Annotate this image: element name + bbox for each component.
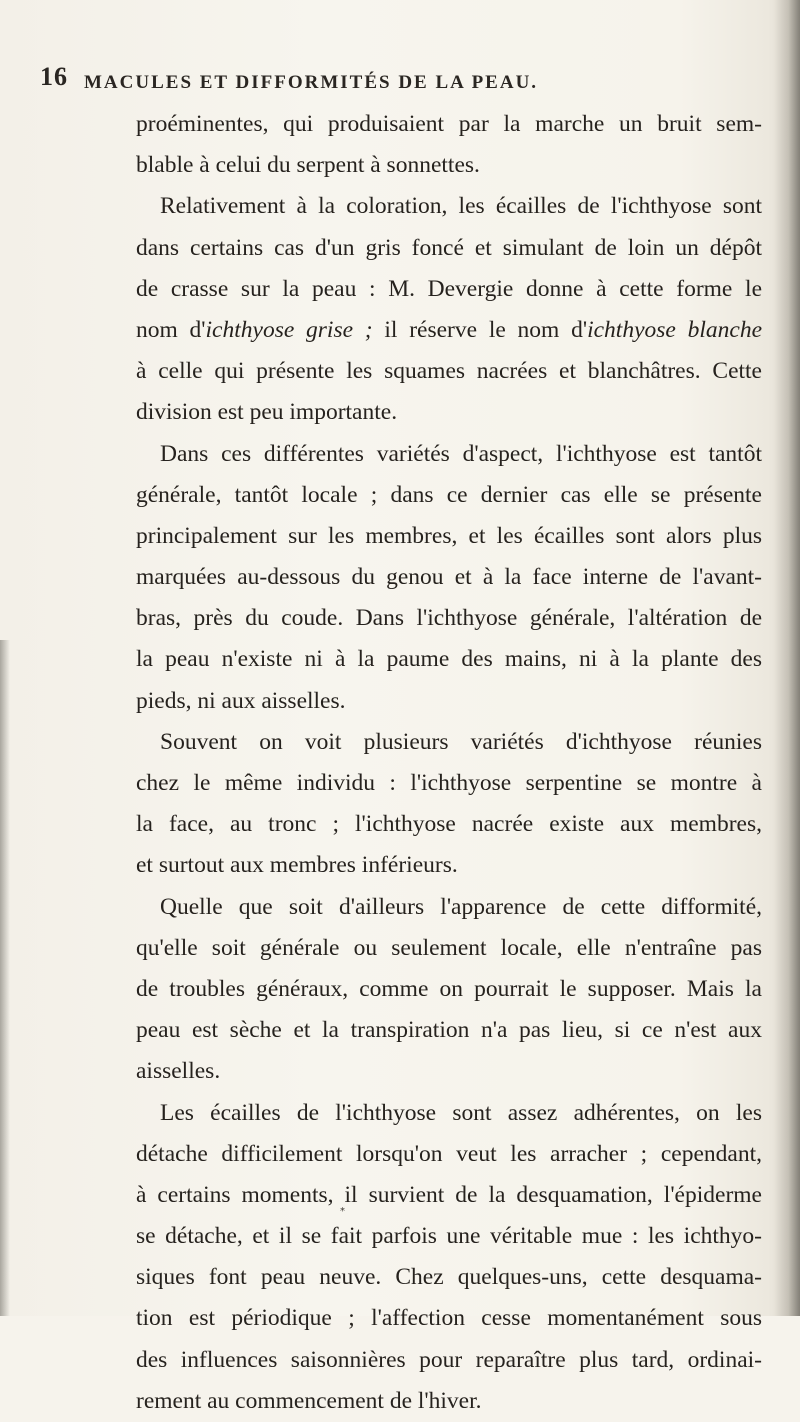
text-line: bras, près du coude. Dans l'ichthyose générale, l'altération de [136,605,762,632]
text-line: chez le même individu : l'ichthyose serpentine se montre à [136,770,762,796]
text-line: dans certains cas d'un gris foncé et simulant de loin un dépôt [136,234,762,261]
text-line: la face, au tronc ; l'ichthyose nacrée existe aux membres, [136,811,762,838]
italic-term: ichthyose grise ; [205,316,373,343]
text-line: Souvent on voit plusieurs variétés d'ichthyose réunies [160,728,762,755]
text-line: et surtout aux membres inférieurs. [136,852,458,879]
text-segment: il réserve le nom d' [372,316,588,343]
text-line: aisselles. [136,1058,221,1085]
text-line: de crasse sur la peau : M. Devergie donne à cette forme le [136,275,762,302]
text-line: qu'elle soit générale ou seulement locale, elle n'entraîne pas [136,934,762,961]
text-line: pieds, ni aux aisselles. [136,687,346,714]
text-line: générale, tantôt locale ; dans ce dernier cas elle se présente [136,481,762,508]
text-line: des influences saisonnières pour reparaître plus tard, ordinai- [136,1346,762,1373]
page-shadow-right [774,0,800,1316]
text-line: rement au commencement de l'hiver. [136,1387,482,1414]
text-line: Quelle que soit d'ailleurs l'apparence de cette difformité, [160,893,762,920]
text-line: Les écailles de l'ichthyose sont assez adhérentes, on les [160,1099,762,1126]
page-number: 16 [40,62,68,91]
text-line: de troubles généraux, comme on pourrait le supposer. Mais la [136,975,762,1002]
text-line: siques font peau neuve. Chez quelques-uns, cette desquama- [136,1264,762,1291]
text-line: peau est sèche et la transpiration n'a pas lieu, si ce n'est aux [136,1017,762,1044]
text-line: tion est périodique ; l'affection cesse momentanément sous [136,1305,762,1332]
text-line: principalement sur les membres, et les écailles sont alors plus [136,522,762,549]
running-head: MACULES ET DIFFORMITÉS DE LA PEAU. [84,72,539,93]
text-line: Dans ces différentes variétés d'aspect, l'ichthyose est tantôt [160,440,762,467]
text-line [136,310,762,351]
text-line: marquées au-dessous du genou et à la face interne de l'avant- [136,564,762,591]
text-line: se détache, et il se fait parfois une véritable mue : les ichthyo- [136,1223,762,1250]
text-segment: nom d' [136,316,206,343]
page-shadow-left [0,640,10,1316]
text-line: à celle qui présente les squames nacrées et blanchâtres. Cette [136,358,762,385]
text-line: la peau n'existe ni à la paume des mains, ni à la plante des [136,646,762,673]
text-line: à certains moments, il survient de la desquamation, l'épiderme [136,1181,762,1208]
text-line: détache difficilement lorsqu'on veut les arracher ; cependant, [136,1140,762,1167]
body-text [136,104,762,1422]
text-line: Relativement à la coloration, les écailles de l'ichthyose sont [160,193,762,220]
text-line: proéminentes, qui produisaient par la marche un bruit sem- [136,111,762,137]
page-header [40,62,640,102]
text-line: blable à celui du serpent à sonnettes. [136,152,480,179]
printer-mark: * [340,1206,345,1217]
italic-term: ichthyose blanche [587,316,762,343]
text-line: division est peu importante. [136,399,398,426]
